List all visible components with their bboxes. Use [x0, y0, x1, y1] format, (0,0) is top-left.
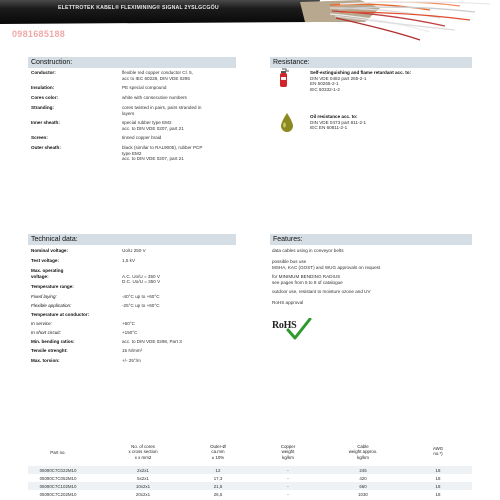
- features-list: [272, 248, 472, 309]
- construction-value: cores twisted in pairs, pairs stranded in layers: [122, 105, 202, 116]
- table-cell: 18: [435, 467, 441, 473]
- technical-value: -40°C up to +60°C: [122, 294, 160, 299]
- technical-label: Flexible application:: [31, 303, 72, 308]
- feature-item: possible bus use MSHA, KAC (GOST) and WUG approvals on request: [272, 259, 381, 270]
- table-cell: 18: [435, 491, 441, 497]
- table-row: [28, 490, 472, 498]
- construction-value: black (similar to RAL9005), rubber PCP type EM2 acc. to DIN VDE 0207, part 21: [122, 145, 203, 162]
- table-cell: 05090C7C052M10: [39, 475, 77, 481]
- oil-resistance-line: IEC EN 60811-2-1: [310, 125, 348, 131]
- fire-resistance-title: Self-extinguishing and flame retardant acc. to:: [310, 70, 412, 75]
- col-copper-weight: Copper weight kg/km: [280, 444, 296, 460]
- construction-value: white with consecutive numbers: [122, 95, 187, 100]
- table-cell: 420: [359, 475, 367, 481]
- table-cell: 18: [435, 475, 441, 481]
- fire-resistance-line: EN 50265-2-1: [310, 81, 339, 87]
- construction-label: Outer sheath:: [31, 145, 61, 150]
- product-table-header: [28, 444, 472, 466]
- technical-label: Temperature range:: [31, 284, 74, 289]
- technical-header: Technical data:: [28, 234, 236, 245]
- feature-item: outdoor use, resistant to moisture ozone and UV: [272, 289, 371, 294]
- cable-brand-text: ELETTROTEK KABEL® FLEXIMINING® SIGNAL 2YSLGCGÖU: [58, 5, 219, 11]
- table-cell: 2x2x1: [137, 467, 149, 473]
- features-header: Features:: [270, 234, 472, 245]
- table-cell: 10x2x1: [135, 483, 151, 489]
- technical-label: Max. torsion:: [31, 358, 60, 363]
- technical-label: In service:: [31, 321, 52, 326]
- table-cell: 18: [435, 483, 441, 489]
- construction-label: Inner sheath:: [31, 120, 60, 125]
- fire-resistance-line: IEC 60332-1-2: [310, 86, 340, 92]
- construction-header: Construction:: [28, 57, 236, 68]
- technical-value: A.C. Uo/U = 350 V D.C. Uo/U = 350 V: [122, 273, 161, 285]
- feature-item: RoHS approval: [272, 300, 304, 305]
- product-table-body: [0, 466, 500, 500]
- technical-value: 1,5 kV: [122, 258, 136, 263]
- table-cell: -: [287, 475, 289, 481]
- resistance-header: Resistance:: [270, 57, 472, 68]
- fire-extinguisher-icon: [278, 68, 290, 93]
- col-outer-diameter: Outer-Ø ca.mm ± 10%: [210, 444, 226, 460]
- technical-value: +150°C: [122, 330, 138, 335]
- table-cell: 21,5: [213, 483, 223, 489]
- technical-label: Test voltage:: [31, 258, 59, 263]
- oil-resistance-title: Oil resistance acc. to:: [310, 114, 358, 119]
- technical-value: -25°C up to +60°C: [122, 303, 160, 308]
- table-cell: 5x2x1: [137, 475, 149, 481]
- table-row: [28, 466, 472, 474]
- construction-value: special rubber type EM2 acc. to DIN VDE 0207, part 21: [122, 120, 184, 131]
- construction-label: Cores color:: [31, 95, 59, 100]
- fire-resistance-line: DIN VDE 0482 part 265-2-1: [310, 75, 367, 81]
- feature-item: data cables using in conveyor belts: [272, 248, 344, 253]
- table-cell: 05090C7C102M10: [39, 483, 77, 489]
- table-cell: -: [287, 483, 289, 489]
- technical-label: Temperature at conductor:: [31, 312, 90, 317]
- technical-label: Tensile strenght:: [31, 348, 68, 353]
- construction-label: Screen:: [31, 135, 48, 140]
- table-cell: -: [287, 467, 289, 473]
- col-part-no: Part no.: [50, 450, 66, 455]
- col-cable-weight: Cable weight approx. kg/km: [348, 444, 378, 460]
- phone-watermark: 0981685188: [12, 29, 66, 39]
- table-row: [28, 474, 472, 482]
- construction-label: Insulation:: [31, 85, 55, 90]
- rohs-logo-text: RoHS: [272, 320, 297, 331]
- technical-value: Uo/U 250 V: [122, 248, 146, 253]
- col-cores: No. of cores x cross section x x mm2: [128, 444, 158, 460]
- rohs-checkmark-icon: [286, 318, 312, 340]
- rohs-logo: [272, 318, 312, 340]
- col-awg: AWG no.*): [432, 446, 444, 457]
- technical-value: acc. to DIN VDE 0298, Part 3: [122, 339, 182, 344]
- table-row: [28, 482, 472, 490]
- table-cell: 20x2x1: [135, 491, 151, 497]
- construction-value: flexible red copper conductor Cl. 5, acc to IEC 60228, DIN VDE 0295: [122, 70, 193, 81]
- table-cell: -: [287, 491, 289, 497]
- technical-label: Fixed laying:: [31, 294, 57, 299]
- construction-label: Stranding:: [31, 105, 54, 110]
- technical-label: In short circuit:: [31, 330, 61, 335]
- construction-value: PE special compound: [122, 85, 167, 90]
- oil-resistance-line: DIN VDE 0473 part 811-2-1: [310, 119, 367, 125]
- table-cell: 660: [359, 483, 367, 489]
- feature-item: for MINIMUM BENDING RADIUS see pages from 5 to 8 of catalogue: [272, 274, 343, 285]
- table-cell: 05090C7C022M10: [39, 467, 77, 473]
- oil-drop-icon: [280, 112, 294, 137]
- construction-value: tinned copper braid: [122, 135, 162, 140]
- technical-value: 15 N/mm²: [122, 348, 143, 353]
- fire-resistance-block: [310, 70, 480, 92]
- technical-label: Nominal voltage:: [31, 248, 69, 253]
- table-cell: 12: [215, 467, 221, 473]
- table-cell: 245: [359, 467, 367, 473]
- table-cell: 26,5: [213, 491, 223, 497]
- table-cell: 17,3: [213, 475, 223, 481]
- technical-label: Min. bending ratios:: [31, 339, 75, 344]
- table-cell: 05090C7C202M10: [39, 491, 77, 497]
- table-cell: 1030: [358, 491, 368, 497]
- technical-label: Max. operating voltage:: [31, 268, 64, 279]
- technical-value: +/- 25°/m: [122, 358, 141, 363]
- technical-value: +60°C: [122, 321, 135, 326]
- construction-label: Conductor:: [31, 70, 56, 75]
- oil-resistance-block: [310, 114, 480, 131]
